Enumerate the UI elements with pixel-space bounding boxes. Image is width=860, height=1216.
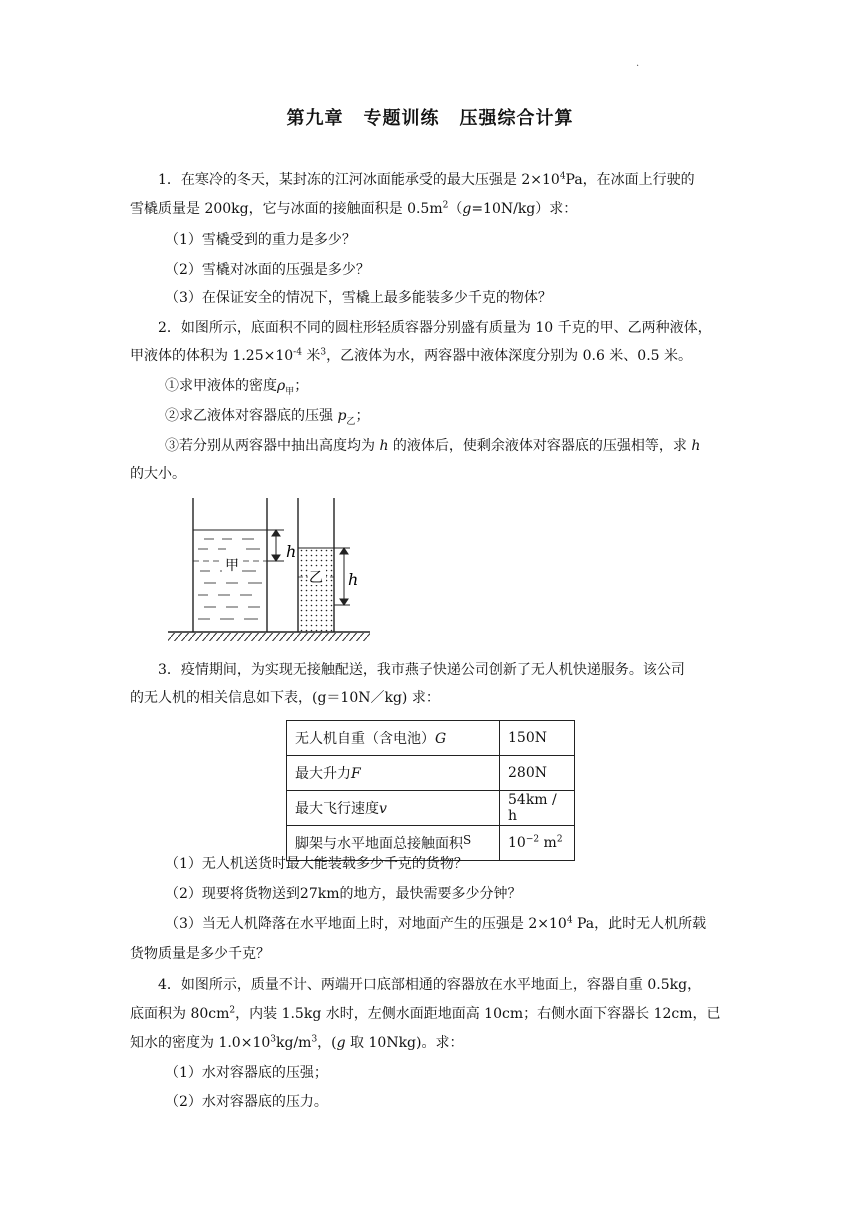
q4-line3: 知水的密度为 $1.0\times 10^3kg/m^3$，(g 取 10Nkg)。求： — [130, 1034, 464, 1051]
container-b — [298, 498, 334, 632]
q1-line1: 1．在寒冷的冬天，某封冻的江河冰面能承受的最大压强是 $2\times 10^4Pa$，在冰面上行驶的 — [158, 171, 695, 188]
label-jia: 甲 — [225, 558, 239, 574]
q1-sub1: （1）雪橇受到的重力是多少？ — [165, 232, 356, 248]
q2-line2: 甲液体的体积为 $1.25\times 10^{-4}$ 米$^3$，乙液体为水，两容器中液体深度分别为 0.6 米、0.5 米。 — [130, 347, 693, 364]
page-title — [0, 104, 860, 130]
title-part: 专题训练 — [363, 108, 440, 129]
q3-line2: 的无人机的相关信息如下表，(g＝10N／kg) 求： — [130, 690, 440, 706]
q3-sub3: （3）当无人机降落在水平地面上时，对地面产生的压强是 $2\times 10^4$ Pa，此时无人机所载 — [165, 915, 707, 932]
q2-line1: 2．如图所示，底面积不同的圆柱形轻质容器分别盛有质量为 10 千克的甲、乙两种液体， — [158, 320, 712, 336]
container-a — [193, 498, 267, 632]
q2-item3: ③若分别从两容器中抽出高度均为 h 的液体后，使剩余液体对容器底的压强相等，求 h — [165, 438, 701, 454]
q1-sub2: （2）雪橇对冰面的压强是多少？ — [165, 262, 370, 278]
q4-sub2: （2）水对容器底的压力。 — [165, 1094, 328, 1110]
two-containers-figure — [164, 493, 374, 643]
q2-item3-end: 的大小。 — [130, 466, 186, 482]
title-topic: 压强综合计算 — [459, 108, 574, 129]
table-row: 最大飞行速度v 54km / h — [287, 791, 575, 826]
q2-item2: ②求乙液体对容器底的压强 $p_乙$； — [165, 408, 370, 427]
q4-sub1: （1）水对容器底的压强； — [165, 1065, 328, 1081]
q3-line1: 3．疫情期间，为实现无接触配送，我市燕子快递公司创新了无人机快递服务。该公司 — [158, 662, 685, 678]
q1-line2: 雪橇质量是 200kg，它与冰面的接触面积是 $0.5m^2(g=10N/kg)$求： — [130, 200, 578, 217]
ground-hatch — [168, 633, 370, 641]
q3-sub3-end: 货物质量是多少千克？ — [130, 946, 270, 962]
label-h-a: h — [286, 542, 297, 561]
height-arrow-a — [267, 530, 284, 561]
q4-line1: 4．如图所示，质量不计、两端开口底部相通的容器放在水平地面上，容器自重 0.5kg， — [158, 977, 702, 993]
title-chapter: 第九章 — [286, 108, 344, 129]
q3-sub1: （1）无人机送货时最大能装载多少千克的货物？ — [165, 856, 468, 872]
q4-line2: 底面积为 $80cm^2$，内装 1.5kg 水时，左侧水面距地面高 10cm；右侧水面下容器长 12cm，已 — [130, 1005, 721, 1022]
page-marker-dot: . — [636, 58, 640, 69]
q3-sub2: （2）现要将货物送到27km的地方，最快需要多少分钟？ — [165, 886, 522, 902]
table-row: 脚架与水平地面总接触面积S $10^{-2}$ $m^2$ — [287, 826, 575, 861]
q1-sub3: （3）在保证安全的情况下，雪橇上最多能装多少千克的物体？ — [165, 290, 552, 306]
table-row: 最大升力F 280N — [287, 756, 575, 791]
table-row: 无人机自重（含电池）G 150N — [287, 721, 575, 756]
label-yi: 乙 — [309, 570, 323, 586]
q2-item1: ①求甲液体的密度$\rho_甲$； — [165, 378, 309, 397]
label-h-b: h — [348, 570, 359, 589]
drone-spec-table — [286, 720, 575, 861]
